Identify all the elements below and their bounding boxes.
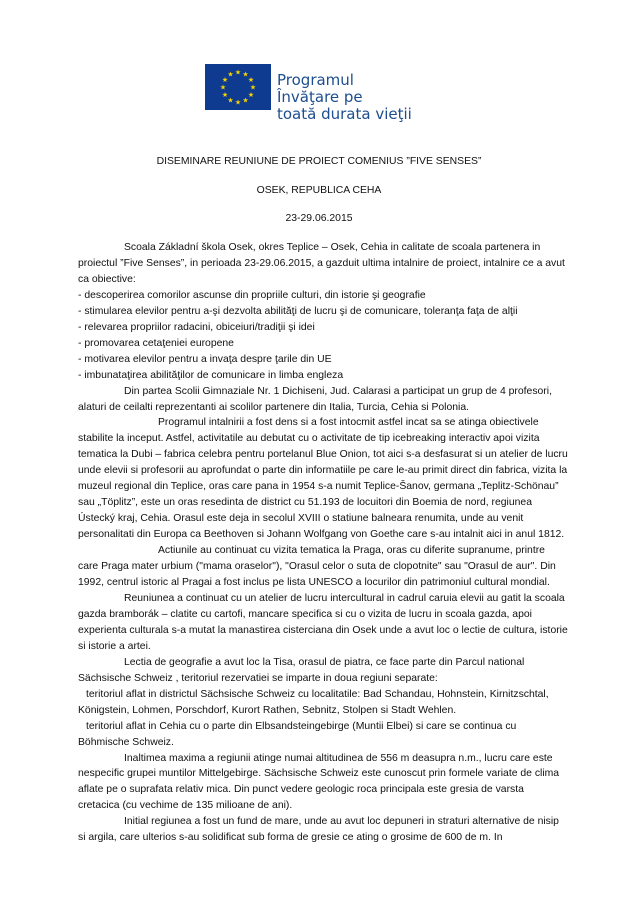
paragraph-workshop: Reuniunea a continuat cu un atelier de lucru intercultural in cadrul caruia elevii au gatit la scoala gazda bramborák – clatite cu cartofi, mancare specifica si cu o vizita de lucru in scoala gazda, apoi experienta culturala s-a mutat la manastirea cisterciana din Osek unde a avut loc o lectie de cultura, istorie si istorie a artei. [78,592,568,652]
logo-line-3: toată durata vieţii [277,105,412,123]
star-icon: ★ [219,83,227,92]
eu-lifelong-learning-logo [205,64,465,130]
star-icon: ★ [242,70,249,79]
logo-line-2: Învăţare pe [277,88,363,106]
paragraph-geography: Lectia de geografie a avut loc la Tisa, orasul de piatra, ce face parte din Parcul national Sächsische Schweiz , teritoriul rezervatiei se imparte in doua regiuni separate: [78,656,525,684]
paragraph-geology: Initial regiunea a fost un fund de mare, unde au avut loc depuneri in straturi alternative de nisip si argila, care ulterios s-au solidificat sub forma de gresie ce ating o grosime de 600 de m. In [78,816,559,844]
star-icon: ★ [234,98,242,107]
paragraph-prague: Actiunile au continuat cu vizita tematica la Praga, oras cu diferite supranume, printre care Praga mater urbium ("mama oraselor"), "Orasul celor o suta de clopotnite" sau "Orasul de aur". Din 1992, centrul istoric al Pragai a fost inclus pe lista UNESCO a locurilor din patrimoniul cultural mondial. [78,545,556,589]
document-dates: 23-29.06.2015 [285,213,353,224]
star-icon: ★ [247,90,255,99]
star-icon: ★ [247,75,255,84]
eu-flag-icon [205,64,271,110]
objective-item: - motivarea elevilor pentru a invaţa despre ţarile din UE [78,353,332,365]
document-location: OSEK, REPUBLICA CEHA [256,185,382,196]
region-item: teritoriul aflat in Cehia cu o parte din Elbsandsteingebirge (Muntii Elbei) si care se continua cu Böhmische Schweiz. [78,720,517,748]
objective-item: - stimularea elevilor pentru a-şi dezvolta abilităţi de lucru şi de comunicare, toleranţa faţa de alţii [78,305,518,317]
star-icon: ★ [234,68,242,77]
document-body [78,240,568,846]
objective-item: - promovarea cetaţeniei europene [78,337,234,349]
objective-item: - relevarea propriilor radacini, obiceiuri/tradiţii şi idei [78,321,315,333]
star-icon: ★ [221,90,229,99]
star-icon: ★ [221,75,229,84]
star-icon: ★ [249,83,257,92]
document-title: DISEMINARE REUNIUNE DE PROIECT COMENIUS ”FIVE SENSES” [156,156,482,167]
star-icon: ★ [227,70,234,79]
star-icon: ★ [242,96,249,105]
logo-line-1: Programul [277,71,354,89]
paragraph-program: Programul intalnirii a fost dens si a fost intocmit astfel incat sa se atinga obiectivele stabilite la inceput. Astfel, activitatile au debutat cu o activitate de tip icebreaking interactiv apoi vizita tematica la Dubi – fabrica celebra pentru portelanul Blue Onion, tot aici s-a desfasurat si un atelier de lucru unde elevii si profesorii au aprofundat o parte din informatiile pe care le-au primit direct din fabrica, vizita la muzeul regional din Teplice, oras care pana in 1954 s-a numit Teplice-Šanov, germana „Teplitz-Schönau” sau „Töplitz”, este un oras resedinta de district cu 51.193 de locuitori din Boemia de nord, regiunea Ústecký kraj, Cehia. Orasul este deja in secolul XVIII o statiune balneara renumita, unde au venit personalitati din Europa ca Beethoven si Johann Wolfgang von Goethe care s-au intalnit aici in anul 1812. [78,417,568,541]
objective-item: - descoperirea comorilor ascunse din propriile culturi, din istorie şi geografie [78,289,426,301]
logo-text [277,72,412,123]
paragraph-participants: Din partea Scolii Gimnaziale Nr. 1 Dichiseni, Jud. Calarasi a participat un grup de 4 profesori, alaturi de ceilalti reprezentanti ai scolilor partenere din Italia, Turcia, Cehia si Polonia. [78,385,552,413]
star-icon: ★ [227,96,234,105]
paragraph-altitude: Inaltimea maxima a regiunii atinge numai altitudinea de 556 m deasupra n.m., lucru care este nespecific grupei muntilor Mittelgebirge. Sächsische Schweiz este cunoscut prin formele variate de clima aflate pe o suprafata relativ mica. Din punct vedere geologic roca principala este gresia de varsta cretacica (cu vechime de 135 milioane de ani). [78,752,560,812]
paragraph-intro: Scoala Základní škola Osek, okres Teplice – Osek, Cehia in calitate de scoala partenera in proiectul ”Five Senses”, in perioada 23-29.06.2015, a gazduit ultima intalnire de proiect, intalnire ce a avut ca obiective: [78,242,565,285]
region-item: teritoriul aflat in districtul Sächsische Schweiz cu localitatile: Bad Schandau, Hohnstein, Kirnitzschtal, Königstein, Lohmen, Porschdorf, Kurort Rathen, Sebnitz, Stolpen si Stadt Wehlen. [78,688,549,716]
objective-item: - imbunataţirea abilităţilor de comunicare in limba engleza [78,369,344,381]
